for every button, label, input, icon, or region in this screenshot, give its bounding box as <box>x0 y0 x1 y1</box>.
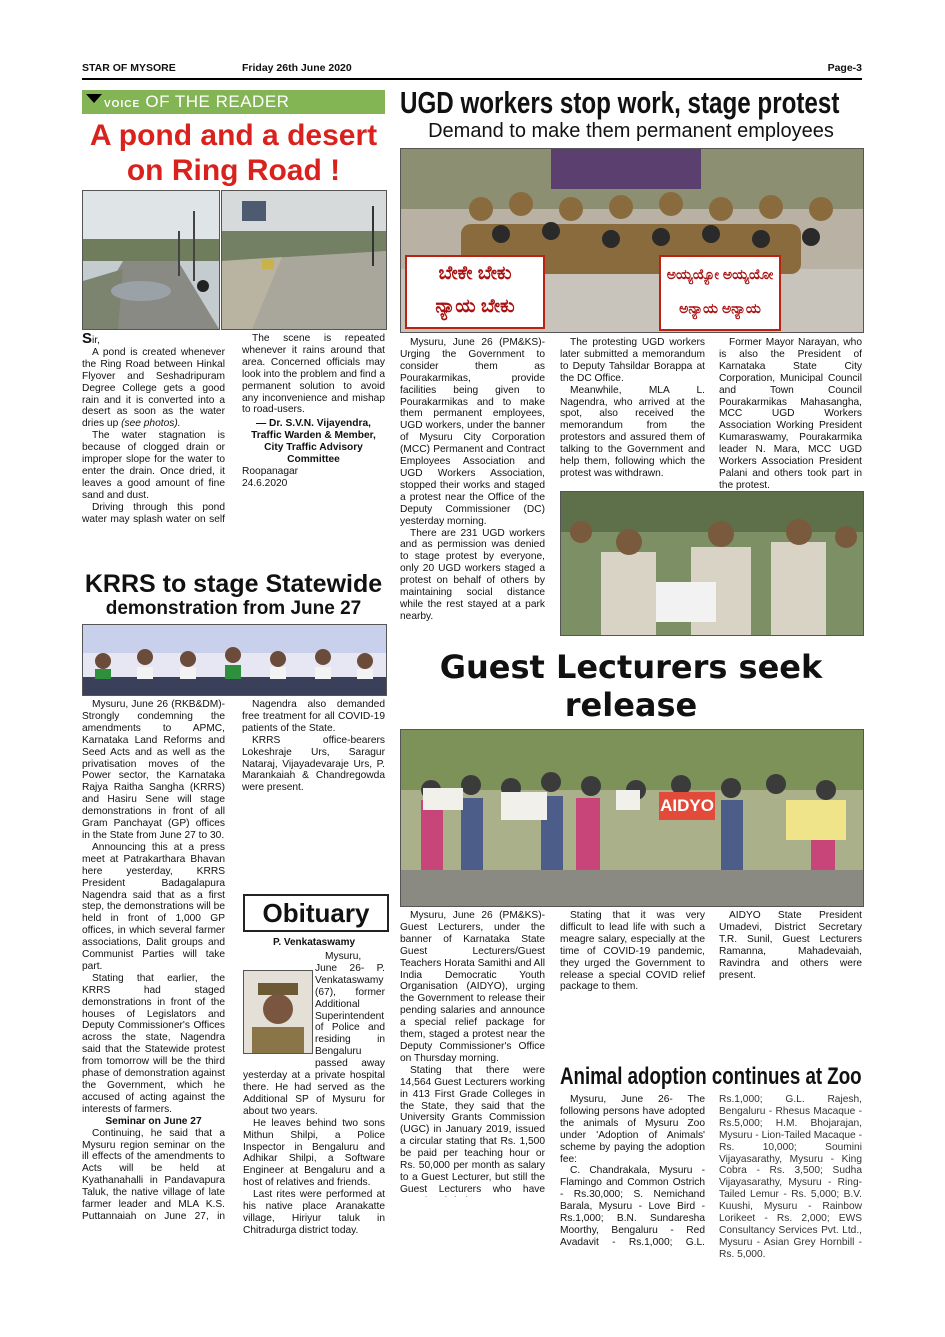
ugd-headline: UGD workers stop work, stage protest <box>400 85 840 120</box>
guest-column-2 <box>560 910 705 993</box>
ugd-para-5: Former Mayor Narayan, who is also the President of Karnataka State City Corporation, Municipal Council and Town Council Pourakarmikas Mahasangha, MCC UGD Workers Association Working President Kumaraswamy, Pourakarmika leader N. Mara, MCC UGD Workers Association President Palani and others took part in the protest. <box>719 337 862 491</box>
pond-para-3: Driving through this pond water may splash water on self <box>82 501 225 525</box>
krrs-para-4: Continuing, he said that a Mysuru region seminar on the ill effects of the amendments to Acts will be held at Kyathanahalli in Pandavapura Taluk, the native village of late farmer leader and MLA K.S. Puttannaiah on June 27, in <box>82 1127 225 1222</box>
pond-column-2 <box>242 333 385 490</box>
zoo-column-2 <box>719 1094 862 1261</box>
krrs-para-3: Stating that earlier, the KRRS had staged demonstrations in front of the houses of Legislators and Deputy Commissioner's Offices across the state, Nagendra said that the Statewide protest from tomorrow will be the third phase of demonstration against the Government, which he accused of acting against the interests of farmers. <box>82 972 225 1115</box>
guest-para-3: Stating that it was very difficult to lead life with such a meagre salary, especially at the time of COVID-19 pandemic, they urged the Government to release a special COVID relief package to them. <box>560 910 705 993</box>
pond-headline-line2: on Ring Road ! <box>126 154 341 187</box>
krrs-para-1: Mysuru, June 26 (RKB&DM)- Strongly condemning the amendments to APMC, Karnataka Land Reforms and Seed Acts and as well as the privatisation moves of the Power sector, the Karnataka Rajya Raitha Sangha (KRRS) and Hasiru Sene will stage demonstrations in front of all Gram Panchayat (GP) offices in the State from June 27 to 30. <box>82 699 225 841</box>
ugd-memorandum-photo <box>560 491 864 636</box>
zoo-list-continued: Rs.1,000; G.L. Rajesh, Bengaluru - Rhesus Macaque - Rs.5,000; H.M. Bhojarajan, Mysuru - Lion-Tailed Macaque - Rs. 10,000; Soumini Vijayasarathy, Mysuru - King Cobra - Rs. 3,500; Sudha Vijayasarathy, Mysuru - Ring-Tailed Lemur - Rs. 5,000; B.V. Kuushi, Mysuru - Rainbow Lorikeet - Rs. 2,000; EWS Consultancy Services Pvt. Ltd., Mysuru - Asian Grey Hornbill - Rs. 5,000. <box>719 1094 862 1260</box>
ugd-column-2 <box>560 337 705 480</box>
ugd-column-1 <box>400 337 545 623</box>
issue-date: Friday 26th June 2020 <box>242 62 352 74</box>
ugd-para-1: Mysuru, June 26 (PM&KS)- Urging the Government to consider them as Pourakarmikas, provide facilities being given to Pourakarmikas and to make them permanent employees, UGD workers, under the banner of Mysuru City Corporation (MCC) Permanent and Contract Employees Association and UGD Workers Association, stopped their works and staged a protest near the Office of the Deputy Commissioner (DC) yesterday morning. <box>400 337 545 527</box>
pond-photo-right <box>221 190 387 330</box>
krrs-headline-line1: KRRS to stage Statewide <box>84 570 383 598</box>
ugd-column-3 <box>719 337 862 492</box>
obituary-para-1: Mysuru, June 26- P. Venkataswamy (67), former Additional Superintendent of Police and residing in Bengaluru passed away yesterday at a private hospital there. He had served as the Additional SP of Mysuru for about two years. <box>243 951 385 1117</box>
sign-right-line2: ಅನ್ಯಾಯ ಅನ್ಯಾಯ <box>679 300 761 316</box>
zoo-column-1 <box>560 1094 705 1249</box>
obituary-para-2: He leaves behind two sons Mithun Shilpi, a Police Inspector in Bengaluru and Adhikar Shilpi, a Software Engineer at Bengaluru and a host of relatives and friends. <box>243 1117 385 1189</box>
pond-photo-left <box>82 190 220 330</box>
obituary-title: Obituary <box>262 898 370 928</box>
ugd-para-3: The protesting UGD workers later submitted a memorandum to Deputy Tahsildar Borappa at the DC Office. <box>560 337 705 384</box>
sign-right-line1: ಅಯ್ಯಯ್ಯೋ ಅಯ್ಯಯೋ <box>666 266 774 282</box>
obituary-column <box>243 951 385 1237</box>
page-number: Page-3 <box>827 62 862 74</box>
ugd-para-2: There are 231 UGD workers and as permission was denied to stage protest by everyone, only 20 UGD workers staged a protest on behalf of others by maintaining social distance while the rest stayed at a park nearby. <box>400 527 545 622</box>
guest-column-3 <box>719 910 862 981</box>
pond-para-1: A pond is created whenever the Ring Road between Hinkal Flyover and Seshadripuram Degree College gets a good rain and it is converted into a desert as soon as the water dries up <box>82 346 225 430</box>
krrs-column-2 <box>242 699 385 794</box>
krrs-headline-line2: demonstration from June 27 <box>105 598 362 619</box>
pond-para-4: The scene is repeated whenever it rains around that area. Concerned officials may look into the problem and find a permanent solution to avoid any inconvenience and mishap to road-users. <box>242 333 385 416</box>
guest-protest-photo <box>400 729 864 907</box>
guest-column-1 <box>400 910 545 1197</box>
obituary-title-box <box>243 894 389 932</box>
dropcap: S <box>82 330 93 347</box>
pond-para-2: The water stagnation is because of clogged drain or improper slope for the water to enter the drain. Once dried, it leaves a good amount of fine sand and dust. <box>82 430 225 501</box>
signature-name: — Dr. S.V.N. Vijayendra, <box>256 418 371 430</box>
zoo-headline: Animal adoption continues at Zoo <box>560 1063 862 1090</box>
masthead <box>82 62 862 76</box>
obituary-para-3: Last rites were performed at his native place Aranakatte village, Hiriyur taluk in Chitradurga district today. <box>243 1189 385 1236</box>
voice-label: OF THE READER <box>145 92 290 111</box>
zoo-headline-box <box>560 1064 862 1090</box>
krrs-subhead: Seminar on June 27 <box>105 1115 202 1127</box>
pond-headline <box>82 118 385 188</box>
voice-label-small: VOICE <box>104 99 141 110</box>
krrs-para-6: KRRS office-bearers Lokeshraje Urs, Saragur Nataraj, Vijayadevaraje Urs, P. Marankaiah & Chandregowda were present. <box>242 734 385 794</box>
zoo-para-1: Mysuru, June 26- The following persons have adopted the animals of Mysuru Zoo under 'Adoption of Animals' scheme by paying the adoption fee: <box>560 1094 705 1165</box>
masthead-rule <box>82 78 862 80</box>
sign-left-line1: ಬೇಕೇ ಬೇಕು <box>438 263 512 284</box>
ugd-subhead: Demand to make them permanent employees <box>428 120 834 142</box>
signature-place: Roopanagar <box>242 465 299 477</box>
signature-date: 24.6.2020 <box>242 477 288 489</box>
guest-para-4: AIDYO State President Umadevi, District Secretary T.R. Sunil, Guest Lecturers Ramanna, Mahadevaiah, Ravindra and others were present. <box>719 910 862 981</box>
aidyo-banner: AIDYO <box>659 792 715 820</box>
pond-headline-line1: A pond and a desert <box>89 119 378 152</box>
ugd-para-4: Meanwhile, MLA L. Nagendra, who arrived at the spot, also received the memorandum from the protestors and assured them of talking to the Government and help them, following which the protest was withdrawn. <box>560 384 705 479</box>
protest-sign-left <box>405 255 545 329</box>
zoo-para-2: C. Chandrakala, Mysuru - Flamingo and Common Ostrich - Rs.30,000; S. Nemichand Barala, Mysuru - Love Bird - Rs.1,000; B.N. Sundaresha Moorthy, Bengaluru - Red Avadavit - Rs.1,000; G.L. <box>560 1165 705 1248</box>
krrs-press-meet-photo <box>82 624 387 696</box>
voice-of-reader-bar <box>82 90 385 114</box>
krrs-column-1 <box>82 699 225 1223</box>
triangle-icon <box>86 94 102 103</box>
sign-left-line2: ನ್ಯಾಯ ಬೇಕು <box>435 296 515 317</box>
krrs-para-5: Nagendra also demanded free treatment for all COVID-19 patients of the State. <box>242 699 385 734</box>
protest-sign-right <box>659 255 781 331</box>
guest-headline-line1: Guest Lecturers seek release <box>439 648 823 724</box>
publication-name: STAR OF MYSORE <box>82 62 176 74</box>
guest-para-2: Stating that there were 14,564 Guest Lecturers working in 413 First Grade Colleges in the State, they said that the University Grants Commission (UGC) in January 2019, issued a circular stating that Rs. 1,500 be paid per teaching hour or Rs. 50,000 per month as salary to a Guest Lecturer, but still the Guest Lecturers who have <box>400 1064 545 1195</box>
krrs-para-2: Announcing this at a press meet at Patrakarthara Bhavan here yesterday, KRRS President Badagalapura Nagendra said that as a first step, the demonstrations will be held in front of 1,000 GP offices, in which several farmer associations, Dalit groups and Communist Parties will take part. <box>82 841 225 972</box>
salutation: ir, <box>92 335 100 346</box>
portrait-spacer <box>243 951 315 1059</box>
signature-title: Traffic Warden & Member, City Traffic Advisory Committee <box>251 430 376 466</box>
pond-column-1 <box>82 330 225 525</box>
pond-photo-note: (see photos). <box>121 418 181 430</box>
obituary-name: P. Venkataswamy <box>272 937 356 948</box>
guest-para-1: Mysuru, June 26 (PM&KS)- Guest Lecturers, under the banner of Karnataka State Guest Lecturers/Guest Teachers Horata Samithi and All India Democratic Youth Organisation (AIDYO), urging the Government to release their pending salaries and announce a special relief package for them, staged a protest near the Deputy Commissioner's Office on Thursday morning. <box>400 910 545 1064</box>
ugd-protest-photo <box>400 148 864 333</box>
